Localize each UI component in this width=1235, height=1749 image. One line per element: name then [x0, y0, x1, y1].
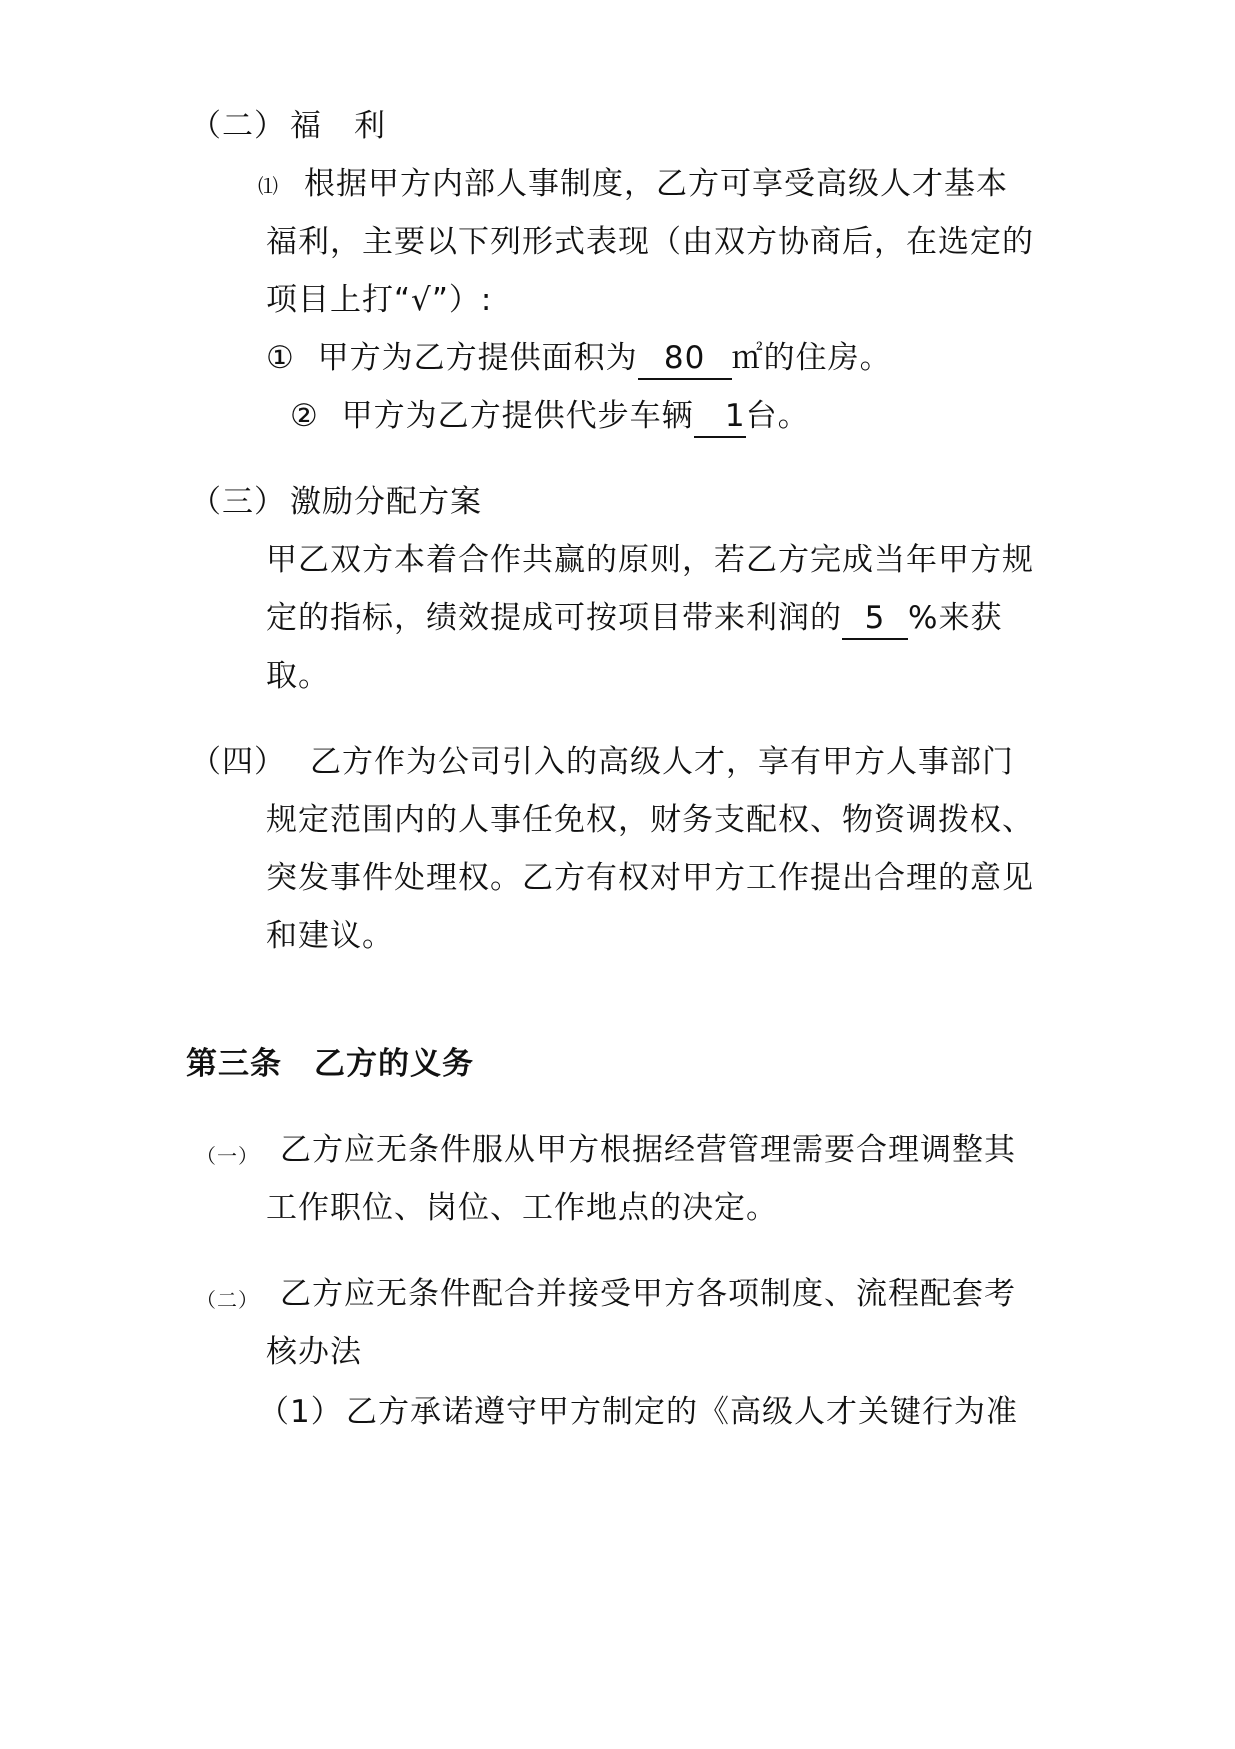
paragraph-1-line-1: 根据甲方内部人事制度，乙方可享受高级人才基本	[304, 166, 1008, 202]
section-3-title: 激励分配方案	[290, 484, 482, 520]
sub-item-1-line-1: 乙方承诺遵守甲方制定的《高级人才关键行为准	[346, 1394, 1018, 1430]
section-2-title: 福 利	[290, 108, 386, 144]
obligation-1-line-1: 乙方应无条件服从甲方根据经营管理需要合理调整其	[280, 1132, 1016, 1168]
benefit-item-housing	[266, 336, 892, 380]
item-2-suffix: 台。	[745, 398, 810, 434]
section-4-line-4: 和建议。	[266, 918, 394, 954]
item-1-marker: ①	[266, 340, 295, 376]
item-2-prefix: 甲方为乙方提供代步车辆	[341, 398, 694, 434]
item-1-suffix: ㎡的住房。	[731, 340, 892, 376]
section-3-line-2	[266, 596, 1002, 640]
commission-percent-blank: 5	[842, 598, 908, 640]
section-3-line-1: 甲乙双方本着合作共赢的原则，若乙方完成当年甲方规	[266, 542, 1034, 578]
paragraph-1-marker: ⑴	[258, 174, 279, 198]
section-2-number: （二）	[190, 108, 286, 144]
section-3-line-2-prefix: 定的指标，绩效提成可按项目带来利润的	[266, 600, 842, 636]
item-1-prefix: 甲方为乙方提供面积为	[317, 340, 638, 376]
paragraph-1-line-2: 福利，主要以下列形式表现（由双方协商后，在选定的	[266, 224, 1034, 260]
section-3-line-2-suffix: %来获	[908, 600, 1003, 636]
housing-area-blank: 80	[638, 338, 732, 380]
obligation-2-marker: （二）	[196, 1288, 259, 1312]
paragraph-1-line-3: 项目上打“√”）:	[266, 282, 493, 318]
item-2-marker: ②	[290, 398, 319, 434]
section-4-number: （四）	[190, 744, 286, 780]
obligation-2-line-1: 乙方应无条件配合并接受甲方各项制度、流程配套考	[280, 1276, 1016, 1312]
benefit-item-vehicle	[290, 394, 810, 438]
section-4-line-2: 规定范围内的人事任免权，财务支配权、物资调拨权、	[266, 802, 1034, 838]
section-3-number: （三）	[190, 484, 286, 520]
sub-item-1-marker: （1）	[258, 1394, 343, 1430]
section-3-line-3: 取。	[266, 658, 330, 694]
vehicle-count-blank: 1	[694, 396, 746, 438]
obligation-1-marker: （一）	[196, 1144, 259, 1168]
section-4-line-1: 乙方作为公司引入的高级人才，享有甲方人事部门	[310, 744, 1014, 780]
section-4-line-3: 突发事件处理权。乙方有权对甲方工作提出合理的意见	[266, 860, 1034, 896]
obligation-2-line-2: 核办法	[266, 1334, 362, 1370]
obligation-1-line-2: 工作职位、岗位、工作地点的决定。	[266, 1190, 778, 1226]
article-3-heading: 第三条 乙方的义务	[186, 1046, 474, 1082]
